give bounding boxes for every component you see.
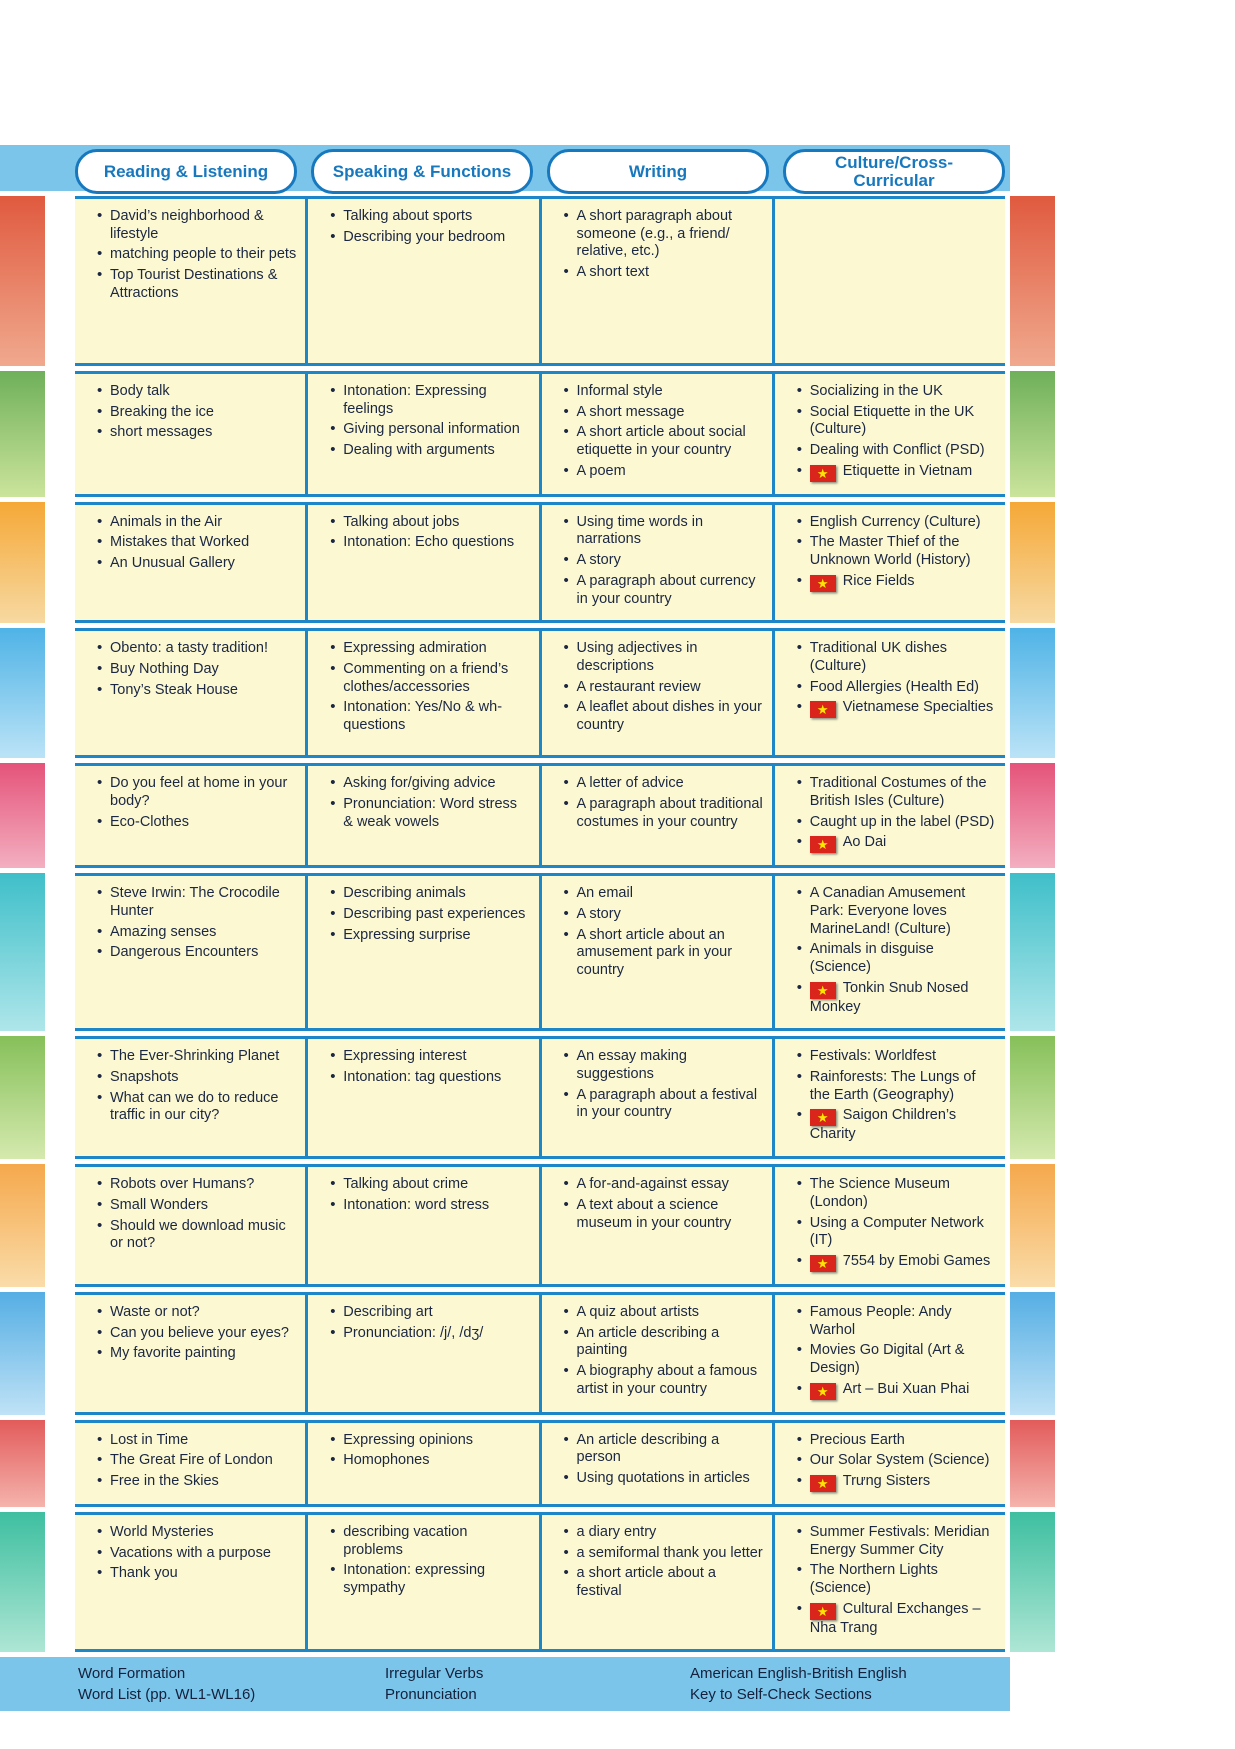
unit-row [0, 371, 1055, 497]
unit-color-strip-right [1010, 1292, 1055, 1415]
unit-color-strip-left [0, 1512, 45, 1652]
cell-writing [539, 374, 772, 494]
unit-color-strip-right [1010, 371, 1055, 497]
syllabus-item: • Intonation: Expressing feelings [330, 383, 530, 418]
syllabus-item: • Informal style [564, 383, 764, 401]
cell-speaking [305, 505, 538, 620]
syllabus-item: • Movies Go Digital (Art & Design) [797, 1342, 997, 1377]
cell-culture [772, 505, 1005, 620]
writing-item-list [554, 1432, 764, 1488]
vietnam-flag-icon: ★ [810, 1603, 836, 1620]
cell-culture [772, 1167, 1005, 1284]
cell-reading [75, 766, 305, 865]
unit-color-strip-right [1010, 1164, 1055, 1287]
syllabus-item: • Mistakes that Worked [97, 534, 297, 552]
syllabus-item: • ★ Etiquette in Vietnam [797, 463, 997, 482]
column-header-writing [547, 149, 769, 194]
unit-color-strip-left [0, 763, 45, 868]
writing-item-list [554, 514, 764, 608]
writing-item-list [554, 208, 764, 282]
syllabus-item: • Vacations with a purpose [97, 1545, 297, 1563]
syllabus-item: • Obento: a tasty tradition! [97, 640, 297, 658]
cell-culture [772, 1423, 1005, 1504]
syllabus-item: • A paragraph about currency in your country [564, 573, 764, 608]
unit-row [0, 196, 1055, 366]
cell-culture [772, 631, 1005, 755]
speaking-item-list [320, 1432, 530, 1470]
syllabus-item: • Describing animals [330, 885, 530, 903]
reading-item-list [87, 1048, 297, 1125]
unit-color-strip-right [1010, 873, 1055, 1031]
syllabus-item: • Free in the Skies [97, 1473, 297, 1491]
writing-item-list [554, 1524, 764, 1601]
reading-item-list [87, 514, 297, 573]
syllabus-item: • Rainforests: The Lungs of the Earth (Geography) [797, 1069, 997, 1104]
syllabus-item: • Dangerous Encounters [97, 944, 297, 962]
syllabus-item: • Amazing senses [97, 924, 297, 942]
footer-col-english-keys [690, 1663, 1010, 1705]
cell-culture [772, 766, 1005, 865]
unit-color-strip-right [1010, 763, 1055, 868]
writing-item-list [554, 1304, 764, 1398]
cell-reading [75, 1039, 305, 1156]
speaking-item-list [320, 775, 530, 831]
column-header-label: Speaking & Functions [332, 161, 512, 181]
syllabus-item: • Using quotations in articles [564, 1470, 764, 1488]
unit-row-cells [75, 873, 1005, 1031]
unit-row [0, 1512, 1055, 1652]
unit-color-strip-left [0, 628, 45, 758]
unit-color-strip-left [0, 371, 45, 497]
syllabus-item: • Dealing with arguments [330, 442, 530, 460]
speaking-item-list [320, 1304, 530, 1342]
cell-reading [75, 1515, 305, 1649]
footer-item-word-list: Word List (pp. WL1-WL16) [78, 1686, 256, 1704]
cell-speaking [305, 1039, 538, 1156]
syllabus-item: • A Canadian Amusement Park: Everyone loves MarineLand! (Culture) [797, 885, 997, 938]
unit-color-strip-left [0, 1036, 45, 1159]
syllabus-item: • Intonation: Echo questions [330, 534, 530, 552]
unit-color-strip-right [1010, 196, 1055, 366]
syllabus-item: • Top Tourist Destinations & Attractions [97, 267, 297, 302]
syllabus-item: • Describing art [330, 1304, 530, 1322]
syllabus-item: • A restaurant review [564, 679, 764, 697]
cell-writing [539, 1423, 772, 1504]
syllabus-item: • Expressing surprise [330, 927, 530, 945]
syllabus-item: • An Unusual Gallery [97, 555, 297, 573]
cell-speaking [305, 1167, 538, 1284]
unit-color-strip-left [0, 196, 45, 366]
footer-item-american-british: American English-British English [690, 1665, 907, 1683]
syllabus-item: • Waste or not? [97, 1304, 297, 1322]
reading-item-list [87, 1304, 297, 1363]
reading-item-list [87, 885, 297, 962]
footer-item-self-check-key: Key to Self-Check Sections [690, 1686, 872, 1704]
syllabus-item: • A leaflet about dishes in your country [564, 699, 764, 734]
culture-item-list [787, 1524, 997, 1637]
cell-speaking [305, 631, 538, 755]
unit-row [0, 1420, 1055, 1507]
column-header-label-line2: Curricular [853, 170, 935, 190]
writing-item-list [554, 775, 764, 831]
vietnam-flag-icon: ★ [810, 1109, 836, 1126]
unit-row-cells [75, 628, 1005, 758]
syllabus-item: • An article describing a person [564, 1432, 764, 1467]
syllabus-item: • Tony’s Steak House [97, 682, 297, 700]
syllabus-item: • Lost in Time [97, 1432, 297, 1450]
vietnam-flag-icon: ★ [810, 836, 836, 853]
syllabus-item: • An email [564, 885, 764, 903]
syllabus-item: • ★ 7554 by Emobi Games [797, 1253, 997, 1272]
syllabus-item: • Our Solar System (Science) [797, 1452, 997, 1470]
unit-row [0, 1164, 1055, 1287]
syllabus-item: • Intonation: Yes/No & wh-questions [330, 699, 530, 734]
syllabus-item: • An essay making suggestions [564, 1048, 764, 1083]
cell-writing [539, 1295, 772, 1412]
unit-color-strip-right [1010, 1420, 1055, 1507]
syllabus-item: • Intonation: word stress [330, 1197, 530, 1215]
syllabus-item: • Talking about jobs [330, 514, 530, 532]
cell-writing [539, 1039, 772, 1156]
reading-item-list [87, 775, 297, 831]
syllabus-item: • A short article about an amusement park in your country [564, 927, 764, 980]
syllabus-item: • My favorite painting [97, 1345, 297, 1363]
unit-color-strip-right [1010, 1036, 1055, 1159]
syllabus-item: • a semiformal thank you letter [564, 1545, 764, 1563]
column-header-label: Reading & Listening [103, 161, 269, 181]
syllabus-item: • A quiz about artists [564, 1304, 764, 1322]
syllabus-item: • Famous People: Andy Warhol [797, 1304, 997, 1339]
syllabus-item: • Pronunciation: Word stress & weak vowels [330, 796, 530, 831]
syllabus-item: • Pronunciation: /j/, /dʒ/ [330, 1325, 530, 1343]
reading-item-list [87, 383, 297, 442]
syllabus-item: • ★ Cultural Exchanges – Nha Trang [797, 1601, 997, 1638]
syllabus-item: • ★ Rice Fields [797, 573, 997, 592]
syllabus-item: • a short article about a festival [564, 1565, 764, 1600]
syllabus-item: • Animals in the Air [97, 514, 297, 532]
cell-reading [75, 199, 305, 363]
cell-reading [75, 876, 305, 1028]
syllabus-item: • What can we do to reduce traffic in our city? [97, 1090, 297, 1125]
unit-row-cells [75, 1420, 1005, 1507]
syllabus-item: • Using adjectives in descriptions [564, 640, 764, 675]
syllabus-item: • A short message [564, 404, 764, 422]
syllabus-item: • a diary entry [564, 1524, 764, 1542]
syllabus-item: • The Science Museum (London) [797, 1176, 997, 1211]
speaking-item-list [320, 640, 530, 734]
cell-speaking [305, 876, 538, 1028]
column-header-label: Writing [628, 161, 688, 181]
cell-culture [772, 199, 1005, 363]
unit-row-cells [75, 502, 1005, 623]
cell-reading [75, 1295, 305, 1412]
syllabus-item: • English Currency (Culture) [797, 514, 997, 532]
culture-item-list [787, 640, 997, 718]
syllabus-item: • Should we download music or not? [97, 1218, 297, 1253]
writing-item-list [554, 1048, 764, 1122]
syllabus-item: • ★ Vietnamese Specialties [797, 699, 997, 718]
syllabus-item: • Expressing opinions [330, 1432, 530, 1450]
culture-item-list [787, 1048, 997, 1144]
column-header-culture-cross-curricular [783, 149, 1005, 194]
footer-item-irregular-verbs: Irregular Verbs [385, 1665, 484, 1683]
unit-color-strip-right [1010, 628, 1055, 758]
unit-row [0, 628, 1055, 758]
syllabus-item: • The Great Fire of London [97, 1452, 297, 1470]
cell-culture [772, 876, 1005, 1028]
syllabus-item: • Thank you [97, 1565, 297, 1583]
syllabus-item: • Body talk [97, 383, 297, 401]
unit-color-strip-left [0, 873, 45, 1031]
reading-item-list [87, 640, 297, 699]
cell-reading [75, 631, 305, 755]
unit-row-cells [75, 1292, 1005, 1415]
syllabus-item: • Eco-Clothes [97, 814, 297, 832]
reading-item-list [87, 208, 297, 302]
writing-item-list [554, 1176, 764, 1232]
top-margin [0, 0, 1235, 145]
syllabus-item: • David’s neighborhood & lifestyle [97, 208, 297, 243]
cell-culture [772, 1515, 1005, 1649]
unit-color-strip-left [0, 502, 45, 623]
syllabus-item: • A text about a science museum in your country [564, 1197, 764, 1232]
cell-writing [539, 876, 772, 1028]
unit-color-strip-right [1010, 1512, 1055, 1652]
cell-speaking [305, 199, 538, 363]
column-header-reading-listening [75, 149, 297, 194]
speaking-item-list [320, 885, 530, 944]
culture-item-list [787, 383, 997, 482]
cell-writing [539, 199, 772, 363]
column-header-label-line1: Culture/Cross- [834, 153, 954, 172]
syllabus-item: • Expressing admiration [330, 640, 530, 658]
reading-item-list [87, 1176, 297, 1253]
unit-row-cells [75, 1036, 1005, 1159]
syllabus-item: • Describing your bedroom [330, 229, 530, 247]
culture-item-list [787, 1304, 997, 1400]
vietnam-flag-icon: ★ [810, 1383, 836, 1400]
speaking-item-list [320, 1176, 530, 1214]
syllabus-item: • A paragraph about a festival in your country [564, 1087, 764, 1122]
reading-item-list [87, 1432, 297, 1491]
cell-writing [539, 631, 772, 755]
syllabus-item: • ★ Tonkin Snub Nosed Monkey [797, 980, 997, 1017]
syllabus-item: • The Ever-Shrinking Planet [97, 1048, 297, 1066]
syllabus-item: • Steve Irwin: The Crocodile Hunter [97, 885, 297, 920]
syllabus-item: • Asking for/giving advice [330, 775, 530, 793]
syllabus-item: • A short text [564, 264, 764, 282]
culture-item-list [787, 775, 997, 853]
speaking-item-list [320, 1048, 530, 1086]
cell-speaking [305, 1423, 538, 1504]
column-header-speaking-functions [311, 149, 533, 194]
header-band [0, 145, 1010, 191]
cell-reading [75, 1167, 305, 1284]
syllabus-item: • ★ Saigon Children’s Charity [797, 1107, 997, 1144]
syllabus-item: • describing vacation problems [330, 1524, 530, 1559]
cell-speaking [305, 1295, 538, 1412]
cell-speaking [305, 374, 538, 494]
syllabus-item: • Animals in disguise (Science) [797, 941, 997, 976]
cell-speaking [305, 766, 538, 865]
cell-speaking [305, 1515, 538, 1649]
speaking-item-list [320, 208, 530, 246]
syllabus-item: • Summer Festivals: Meridian Energy Summer City [797, 1524, 997, 1559]
syllabus-item: • Robots over Humans? [97, 1176, 297, 1194]
syllabus-item: • A story [564, 906, 764, 924]
syllabus-item: • Traditional UK dishes (Culture) [797, 640, 997, 675]
cell-writing [539, 766, 772, 865]
syllabus-item: • World Mysteries [97, 1524, 297, 1542]
vietnam-flag-icon: ★ [810, 575, 836, 592]
syllabus-item: • short messages [97, 424, 297, 442]
cell-reading [75, 1423, 305, 1504]
vietnam-flag-icon: ★ [810, 1475, 836, 1492]
syllabus-item: • matching people to their pets [97, 246, 297, 264]
syllabus-item: • ★ Ao Dai [797, 834, 997, 853]
footer-col-verbs-pronunciation [385, 1663, 690, 1705]
cell-culture [772, 374, 1005, 494]
syllabus-item: • Homophones [330, 1452, 530, 1470]
syllabus-item: • A story [564, 552, 764, 570]
syllabus-item: • Social Etiquette in the UK (Culture) [797, 404, 997, 439]
column-headers [75, 149, 1005, 194]
cell-culture [772, 1039, 1005, 1156]
vietnam-flag-icon: ★ [810, 1255, 836, 1272]
unit-row [0, 1036, 1055, 1159]
units-table [0, 196, 1235, 1652]
unit-row-cells [75, 1164, 1005, 1287]
syllabus-item: • Do you feel at home in your body? [97, 775, 297, 810]
speaking-item-list [320, 1524, 530, 1598]
writing-item-list [554, 640, 764, 734]
culture-item-list [787, 514, 997, 592]
syllabus-item: • Food Allergies (Health Ed) [797, 679, 997, 697]
unit-color-strip-left [0, 1164, 45, 1287]
unit-row [0, 1292, 1055, 1415]
cell-culture [772, 1295, 1005, 1412]
syllabus-item: • Breaking the ice [97, 404, 297, 422]
culture-item-list [787, 885, 997, 1016]
unit-row [0, 502, 1055, 623]
syllabus-item: • Caught up in the label (PSD) [797, 814, 997, 832]
footer-band [0, 1657, 1010, 1711]
syllabus-item: • Commenting on a friend’s clothes/accessories [330, 661, 530, 696]
syllabus-item: • Giving personal information [330, 421, 530, 439]
syllabus-item: • ★ Trưng Sisters [797, 1473, 997, 1492]
writing-item-list [554, 383, 764, 480]
culture-item-list [787, 1432, 997, 1492]
syllabus-item: • Expressing interest [330, 1048, 530, 1066]
footer-item-pronunciation: Pronunciation [385, 1686, 477, 1704]
syllabus-item: • A biography about a famous artist in your country [564, 1363, 764, 1398]
speaking-item-list [320, 383, 530, 460]
syllabus-item: • The Master Thief of the Unknown World (History) [797, 534, 997, 569]
unit-color-strip-left [0, 1420, 45, 1507]
syllabus-item: • Buy Nothing Day [97, 661, 297, 679]
syllabus-item: • A short article about social etiquette in your country [564, 424, 764, 459]
syllabus-item: • Talking about sports [330, 208, 530, 226]
syllabus-item: • Intonation: tag questions [330, 1069, 530, 1087]
syllabus-item: • Intonation: expressing sympathy [330, 1562, 530, 1597]
syllabus-item: • The Northern Lights (Science) [797, 1562, 997, 1597]
footer-col-word-lists [78, 1663, 385, 1705]
cell-reading [75, 505, 305, 620]
syllabus-item: • Socializing in the UK [797, 383, 997, 401]
syllabus-item: • Traditional Costumes of the British Isles (Culture) [797, 775, 997, 810]
cell-writing [539, 1515, 772, 1649]
vietnam-flag-icon: ★ [810, 982, 836, 999]
unit-row-cells [75, 1512, 1005, 1652]
syllabus-item: • Describing past experiences [330, 906, 530, 924]
vietnam-flag-icon: ★ [810, 465, 836, 482]
syllabus-item: • Can you believe your eyes? [97, 1325, 297, 1343]
unit-row [0, 873, 1055, 1031]
syllabus-item: • Festivals: Worldfest [797, 1048, 997, 1066]
syllabus-item: • A for-and-against essay [564, 1176, 764, 1194]
unit-row-cells [75, 196, 1005, 366]
cell-reading [75, 374, 305, 494]
syllabus-item: • Dealing with Conflict (PSD) [797, 442, 997, 460]
cell-writing [539, 1167, 772, 1284]
unit-row-cells [75, 371, 1005, 497]
unit-color-strip-right [1010, 502, 1055, 623]
syllabus-item: • Snapshots [97, 1069, 297, 1087]
cell-writing [539, 505, 772, 620]
footer-item-word-formation: Word Formation [78, 1665, 186, 1683]
vietnam-flag-icon: ★ [810, 701, 836, 718]
syllabus-item: • Talking about crime [330, 1176, 530, 1194]
unit-color-strip-left [0, 1292, 45, 1415]
syllabus-item: • A letter of advice [564, 775, 764, 793]
syllabus-item: • A short paragraph about someone (e.g., a friend/ relative, etc.) [564, 208, 764, 261]
syllabus-item: • A paragraph about traditional costumes in your country [564, 796, 764, 831]
syllabus-item: • ★ Art – Bui Xuan Phai [797, 1381, 997, 1400]
syllabus-item: • Precious Earth [797, 1432, 997, 1450]
unit-row [0, 763, 1055, 868]
syllabus-item: • Using time words in narrations [564, 514, 764, 549]
unit-row-cells [75, 763, 1005, 868]
syllabus-item: • An article describing a painting [564, 1325, 764, 1360]
syllabus-item: • A poem [564, 463, 764, 481]
speaking-item-list [320, 514, 530, 552]
culture-item-list [787, 1176, 997, 1272]
reading-item-list [87, 1524, 297, 1583]
syllabus-item: • Small Wonders [97, 1197, 297, 1215]
writing-item-list [554, 885, 764, 979]
syllabus-item: • Using a Computer Network (IT) [797, 1215, 997, 1250]
